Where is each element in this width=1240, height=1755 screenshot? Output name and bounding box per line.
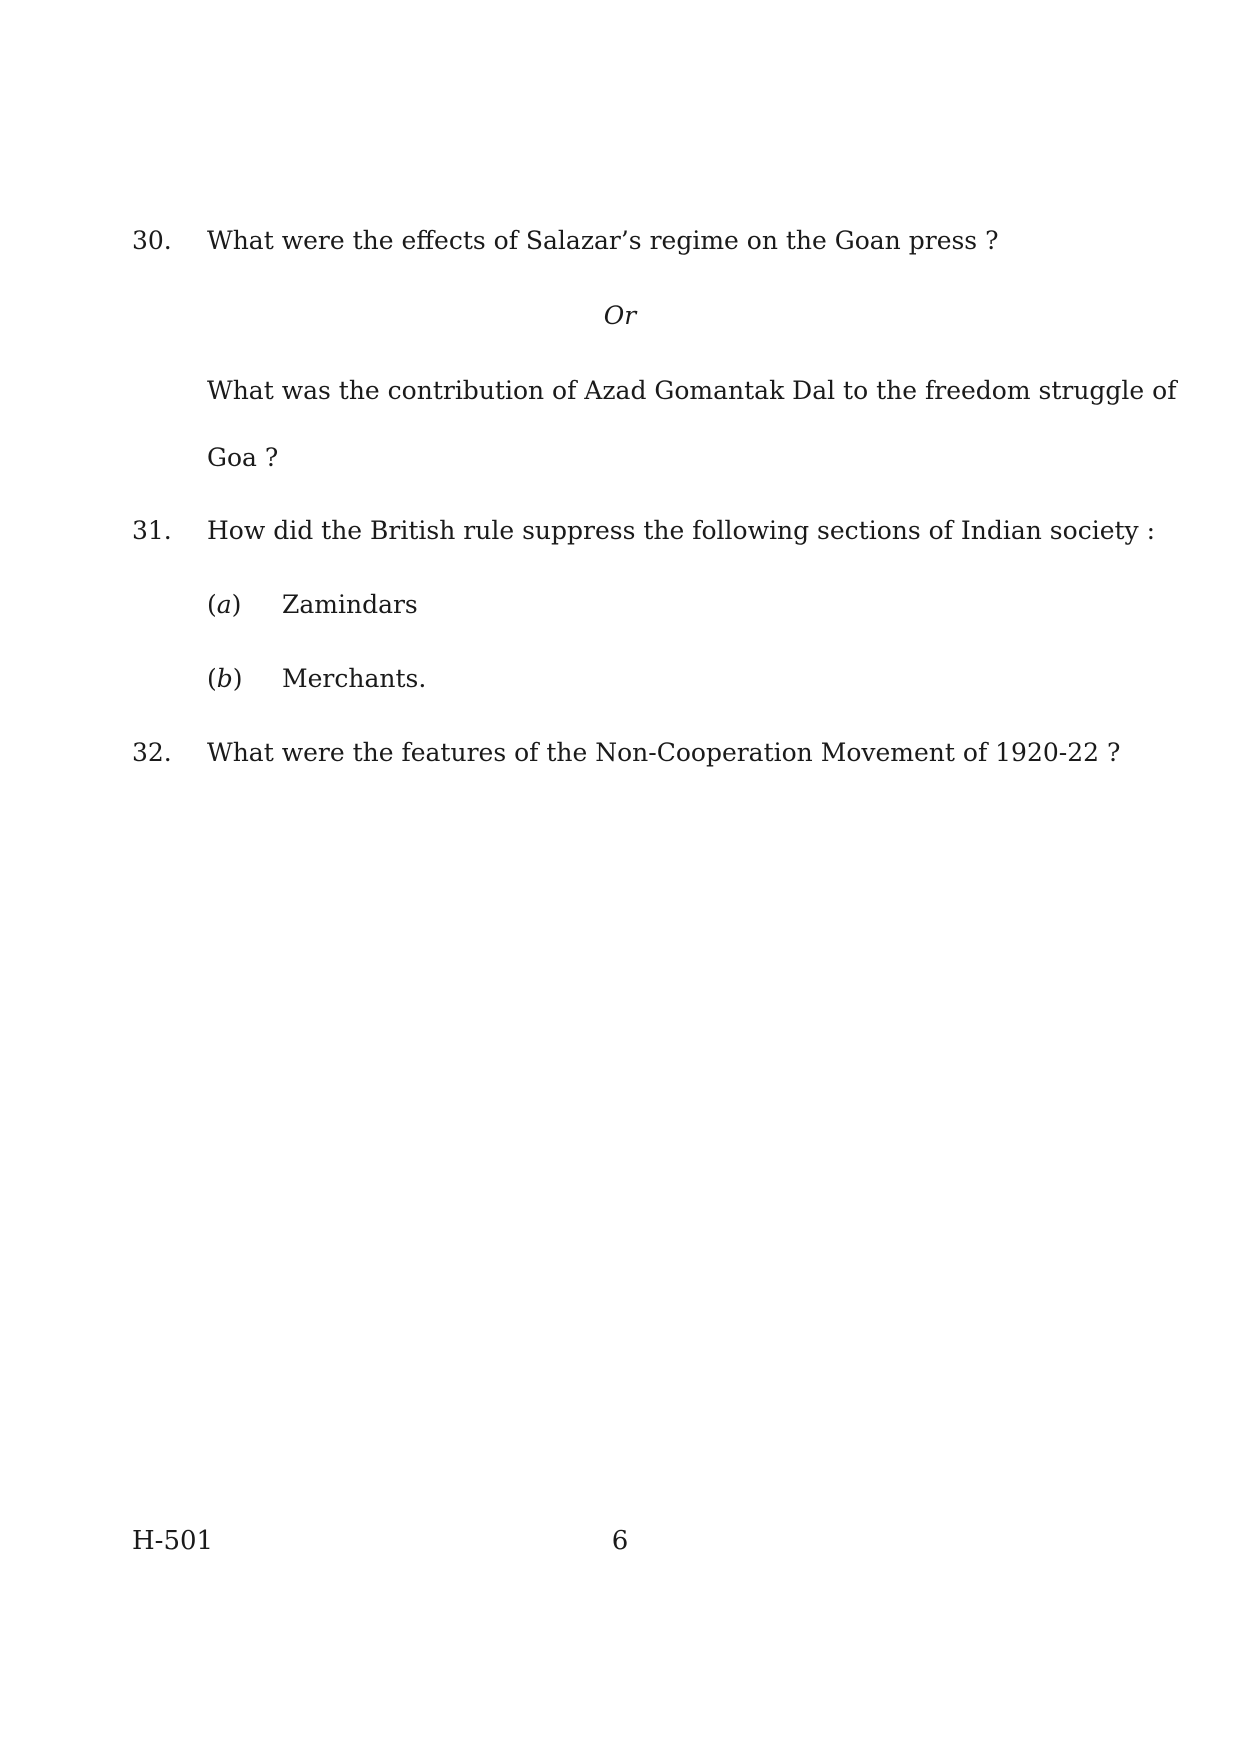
question-30-number: 30. xyxy=(132,226,172,255)
page-number: 6 xyxy=(611,1526,629,1556)
question-30-alternative-line-2: Goa ? xyxy=(207,443,279,472)
option-a-label: (a) xyxy=(207,590,242,619)
question-31-text: How did the British rule suppress the following sections of Indian society : xyxy=(207,516,1156,545)
question-32-text: What were the features of the Non-Cooperation Movement of 1920-22 ? xyxy=(207,738,1121,767)
paper-code: H-501 xyxy=(132,1526,214,1556)
option-b-text: Merchants. xyxy=(282,664,427,693)
question-30-text: What were the effects of Salazar’s regime on the Goan press ? xyxy=(207,226,999,255)
option-a-text: Zamindars xyxy=(282,590,418,619)
question-30-alternative-line-1: What was the contribution of Azad Gomantak Dal to the freedom struggle of xyxy=(207,376,1177,405)
question-32-number: 32. xyxy=(132,738,172,767)
option-b-label: (b) xyxy=(207,664,243,693)
or-separator: Or xyxy=(603,301,637,330)
question-31-number: 31. xyxy=(132,516,172,545)
